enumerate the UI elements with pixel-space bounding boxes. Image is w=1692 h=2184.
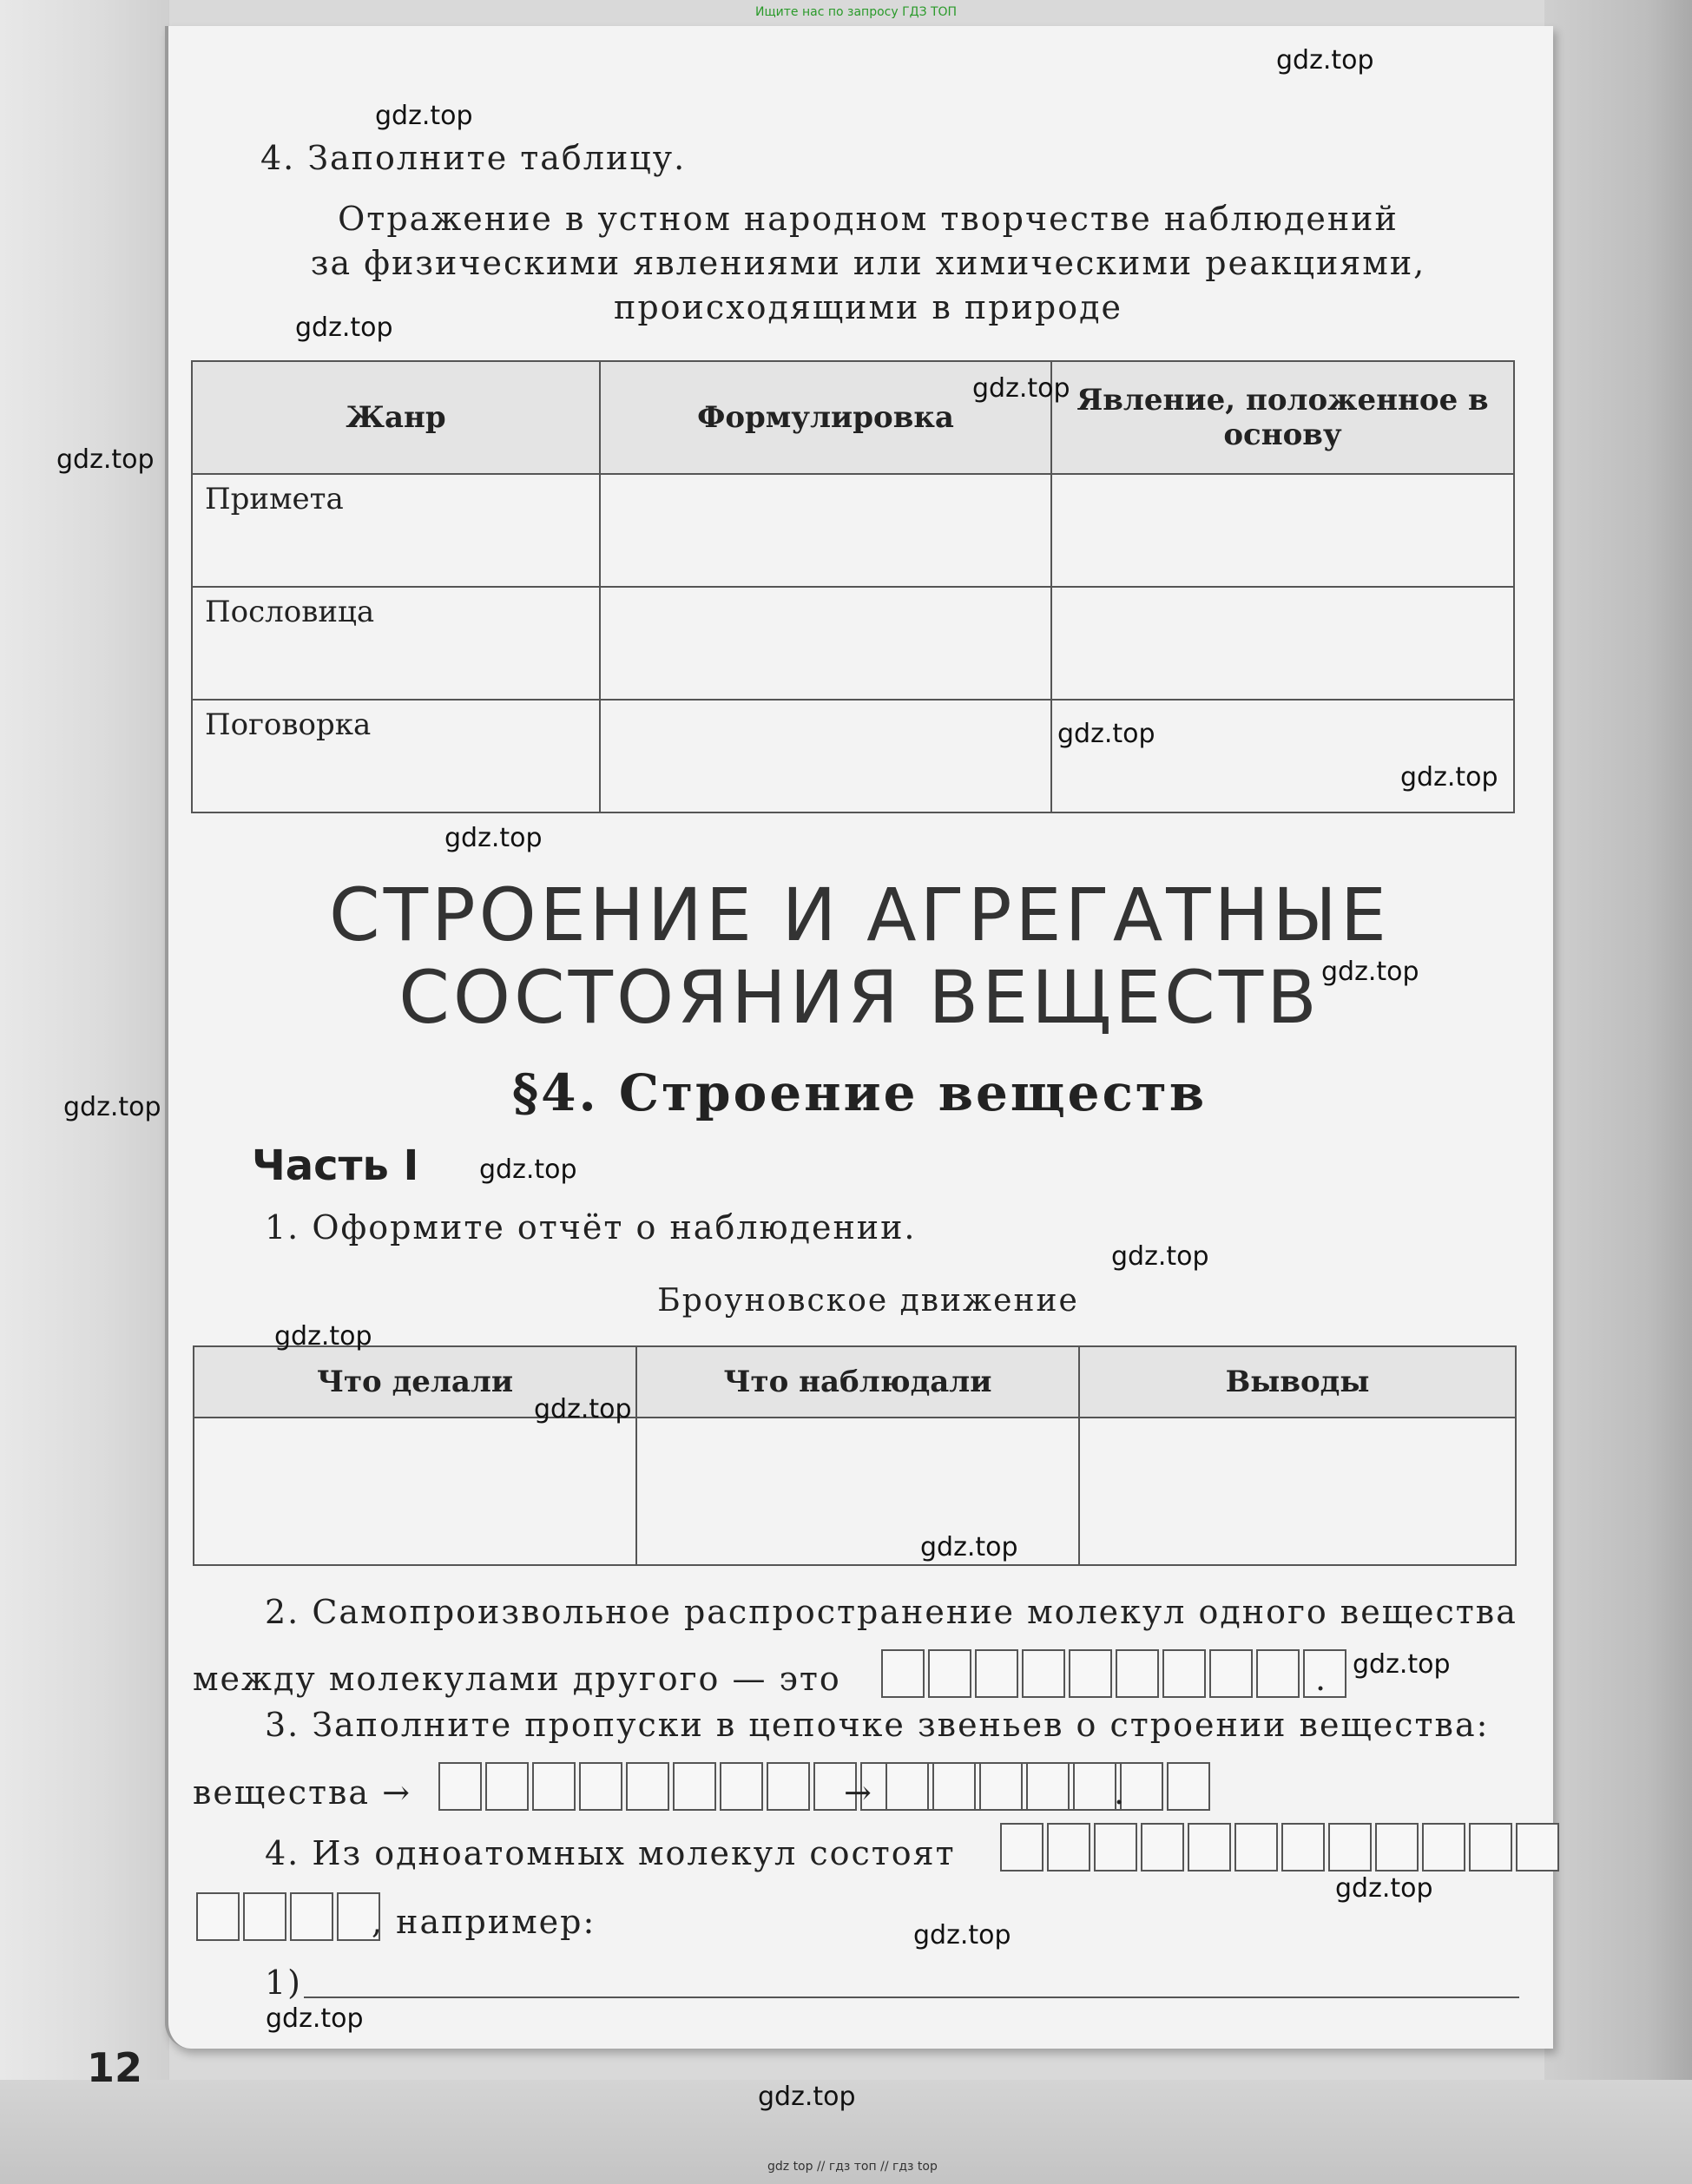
header-wording: Формулировка xyxy=(600,361,1051,474)
watermark: gdz.top xyxy=(266,2003,364,2034)
q4-item1-answer-line[interactable] xyxy=(304,1997,1519,1998)
q4-item1: 1) xyxy=(265,1964,303,2002)
watermark: gdz.top xyxy=(913,1920,1011,1950)
cell-proverb-wording[interactable] xyxy=(600,587,1051,700)
watermark: gdz.top xyxy=(1057,719,1155,749)
page-number: 12 xyxy=(87,2044,143,2091)
row-label-proverb: Пословица xyxy=(192,587,600,700)
chapter-title-line2: СОСТОЯНИЯ ВЕЩЕСТВ xyxy=(398,955,1320,1040)
watermark: gdz.top xyxy=(444,823,543,853)
q3-arrow: → xyxy=(844,1773,873,1812)
watermark: gdz.top xyxy=(295,312,393,343)
task4-caption-line2: за физическими явлениями или химическими реакциями, xyxy=(310,244,1426,282)
q2-period: . xyxy=(1315,1660,1328,1698)
task4-caption-line3: происходящими в природе xyxy=(614,288,1123,326)
q4-answer-boxes-1[interactable] xyxy=(1000,1823,1563,1872)
watermark: gdz.top xyxy=(274,1321,372,1352)
header-phenomenon: Явление, положенное в основу xyxy=(1051,361,1514,474)
watermark: gdz.top xyxy=(479,1154,577,1185)
cell-saying-phenomenon[interactable] xyxy=(1051,700,1514,812)
q2-line1: 2. Самопроизвольное распространение молекул одного вещества xyxy=(265,1593,1518,1631)
watermark: gdz.top xyxy=(1321,957,1419,987)
q1-caption: Броуновское движение xyxy=(657,1283,1079,1319)
header-what-observed: Что наблюдали xyxy=(636,1346,1079,1418)
genre-table xyxy=(191,360,1515,813)
cell-omen-phenomenon[interactable] xyxy=(1051,474,1514,587)
watermark: gdz.top xyxy=(56,444,155,475)
q4-line2-end: , например: xyxy=(372,1903,596,1941)
cell-saying-wording[interactable] xyxy=(600,700,1051,812)
section-title: §4. Строение веществ xyxy=(511,1063,1208,1122)
top-note: Ищите нас по запросу ГДЗ ТОП xyxy=(755,5,958,19)
q2-line2: между молекулами другого — это xyxy=(193,1660,841,1698)
header-what-did: Что делали xyxy=(194,1346,636,1418)
watermark: gdz.top xyxy=(920,1532,1018,1562)
cell-omen-wording[interactable] xyxy=(600,474,1051,587)
watermark: gdz.top xyxy=(534,1394,632,1424)
bottom-note: gdz top // гдз топ // гдз top xyxy=(767,2160,938,2174)
row-label-omen: Примета xyxy=(192,474,600,587)
task4-label: 4. Заполните таблицу. xyxy=(260,139,687,177)
row-label-saying: Поговорка xyxy=(192,700,600,812)
watermark: gdz.top xyxy=(1111,1241,1209,1272)
q3-period: . xyxy=(1114,1773,1127,1812)
q4-line1: 4. Из одноатомных молекул состоят xyxy=(265,1834,956,1872)
watermark: gdz.top xyxy=(758,2082,856,2112)
q3-line1: 3. Заполните пропуски в цепочке звеньев о строении вещества: xyxy=(265,1706,1490,1744)
watermark: gdz.top xyxy=(1276,45,1374,76)
q1-label: 1. Оформите отчёт о наблюдении. xyxy=(265,1208,917,1247)
part-title: Часть I xyxy=(252,1141,419,1190)
cell-what-did[interactable] xyxy=(194,1418,636,1565)
observation-table xyxy=(193,1345,1517,1566)
q3-start: вещества → xyxy=(193,1773,411,1812)
watermark: gdz.top xyxy=(972,373,1070,404)
q4-answer-boxes-2[interactable] xyxy=(196,1892,384,1941)
cell-conclusions[interactable] xyxy=(1079,1418,1516,1565)
task4-caption-line1: Отражение в устном народном творчестве наблюдений xyxy=(338,200,1399,238)
right-background xyxy=(1544,0,1692,2184)
header-genre: Жанр xyxy=(192,361,600,474)
watermark: gdz.top xyxy=(1335,1873,1433,1904)
watermark: gdz.top xyxy=(63,1092,161,1122)
watermark: gdz.top xyxy=(375,101,473,131)
watermark: gdz.top xyxy=(1353,1649,1451,1680)
q3-answer-boxes-2[interactable] xyxy=(886,1762,1214,1811)
watermark: gdz.top xyxy=(1400,762,1498,793)
q2-answer-boxes[interactable] xyxy=(881,1649,1350,1698)
chapter-title-line1: СТРОЕНИЕ И АГРЕГАТНЫЕ xyxy=(329,872,1390,957)
header-conclusions: Выводы xyxy=(1079,1346,1516,1418)
cell-proverb-phenomenon[interactable] xyxy=(1051,587,1514,700)
